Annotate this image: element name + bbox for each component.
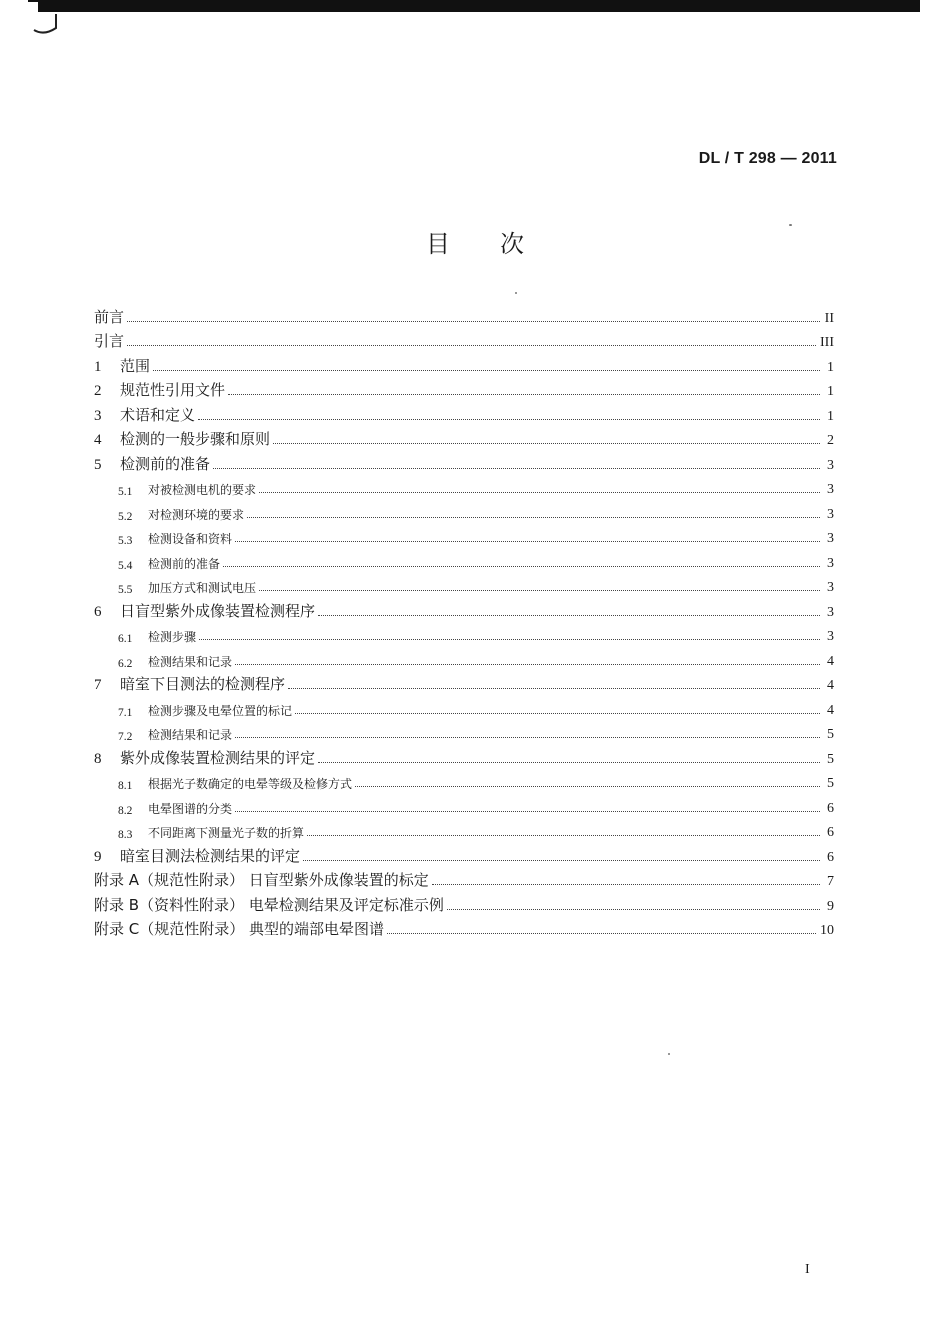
toc-entry-page: III: [820, 335, 834, 350]
toc-entry[interactable]: [94, 743, 834, 768]
toc-entry[interactable]: [94, 376, 834, 401]
toc-entry[interactable]: [94, 817, 834, 842]
toc-entry[interactable]: [94, 498, 834, 523]
toc-entry-page: 4: [827, 702, 834, 718]
toc-entry-number: 4: [94, 432, 102, 448]
toc-entry[interactable]: [94, 523, 834, 548]
toc-entry-label: 检测前的准备: [120, 454, 211, 473]
toc-entry-number: 1: [94, 358, 102, 375]
toc-entry-number: 5.2: [118, 510, 133, 523]
toc-entry-page: 5: [827, 727, 834, 742]
toc-leader-dots: [235, 811, 820, 812]
toc-entry-number: 8.1: [118, 780, 133, 792]
toc-entry-label: 检测结果和记录: [148, 728, 233, 742]
toc-leader-dots: [199, 639, 820, 640]
toc-entry-label: 不同距离下测量光子数的折算: [148, 826, 305, 840]
toc-entry[interactable]: [94, 866, 834, 891]
toc-entry-page: 3: [827, 555, 834, 571]
toc-entry-label: 检测设备和资料: [148, 532, 233, 546]
toc-entry-page: 4: [827, 678, 834, 693]
scan-artifact-icon: [32, 10, 62, 36]
toc-entry-number: 8.2: [118, 804, 133, 817]
toc-leader-dots: [447, 909, 820, 910]
toc-entry-number: 7: [94, 677, 102, 693]
toc-entry-number: 6: [94, 603, 102, 620]
toc-leader-dots: [127, 345, 816, 346]
toc-entry[interactable]: [94, 792, 834, 817]
toc-entry-number: 5: [94, 456, 102, 473]
toc-entry-page: 2: [827, 433, 834, 448]
toc-entry-page: II: [824, 310, 834, 326]
toc-entry-label: 检测结果和记录: [148, 654, 233, 669]
toc-entry[interactable]: [94, 915, 834, 940]
toc-entry[interactable]: [94, 425, 834, 450]
table-of-contents: [94, 302, 834, 939]
toc-leader-dots: [355, 786, 820, 787]
toc-entry[interactable]: [94, 596, 834, 621]
toc-entry-page: 3: [827, 531, 834, 546]
toc-leader-dots: [127, 321, 820, 322]
toc-entry-page: 1: [827, 359, 834, 375]
toc-entry-number: 8: [94, 750, 102, 767]
toc-entry-label: 附录 A（规范性附录） 日盲型紫外成像装置的标定: [94, 871, 429, 889]
toc-entry-page: 5: [827, 776, 834, 791]
toc-entry-page: 6: [827, 800, 834, 816]
page-number: I: [805, 1262, 810, 1277]
toc-leader-dots: [259, 590, 820, 591]
toc-entry-label: 引言: [94, 332, 125, 350]
toc-entry[interactable]: [94, 547, 834, 572]
toc-leader-dots: [318, 762, 820, 763]
toc-entry-page: 10: [820, 923, 834, 938]
scan-speck: [668, 1053, 670, 1055]
document-code: DL / T 298 — 2011: [698, 150, 837, 167]
toc-entry-number: 9: [94, 848, 102, 865]
toc-leader-dots: [295, 713, 820, 714]
toc-entry-label: 范围: [120, 356, 151, 375]
toc-leader-dots: [387, 933, 816, 934]
toc-entry-number: 5.5: [118, 584, 133, 596]
toc-entry-label: 检测步骤及电晕位置的标记: [148, 703, 293, 718]
toc-entry-number: 6.1: [118, 633, 133, 645]
toc-entry-label: 紫外成像装置检测结果的评定: [120, 748, 316, 767]
toc-leader-dots: [247, 517, 820, 518]
toc-leader-dots: [432, 884, 820, 885]
toc-entry[interactable]: [94, 694, 834, 719]
toc-entry[interactable]: [94, 400, 834, 425]
toc-entry[interactable]: [94, 351, 834, 376]
toc-entry-number: 7.2: [118, 731, 133, 743]
scan-edge-bar: [28, 0, 920, 12]
toc-entry-page: 6: [827, 849, 834, 865]
toc-entry-page: 7: [827, 874, 834, 889]
toc-entry-number: 3: [94, 407, 102, 424]
toc-leader-dots: [273, 443, 820, 444]
toc-entry-label: 对被检测电机的要求: [148, 483, 257, 497]
toc-entry-page: 9: [827, 898, 834, 914]
toc-entry-page: 3: [827, 482, 834, 497]
toc-entry-page: 3: [827, 506, 834, 522]
toc-entry[interactable]: [94, 768, 834, 793]
toc-entry-number: 8.3: [118, 829, 133, 841]
toc-entry-page: 4: [827, 653, 834, 669]
toc-entry-number: 2: [94, 383, 102, 399]
toc-leader-dots: [228, 394, 820, 395]
toc-entry-label: 暗室下目测法的检测程序: [120, 675, 286, 693]
scan-speck: [515, 292, 517, 294]
toc-entry[interactable]: [94, 572, 834, 597]
toc-entry-number: 5.4: [118, 559, 133, 572]
toc-entry[interactable]: [94, 890, 834, 915]
toc-entry[interactable]: [94, 474, 834, 499]
toc-entry[interactable]: [94, 670, 834, 695]
page-title: 目次: [426, 230, 574, 258]
toc-entry[interactable]: [94, 645, 834, 670]
toc-leader-dots: [259, 492, 820, 493]
toc-entry-label: 规范性引用文件: [120, 381, 226, 399]
toc-entry-label: 暗室目测法检测结果的评定: [120, 846, 301, 865]
toc-entry[interactable]: [94, 719, 834, 744]
toc-leader-dots: [303, 860, 820, 861]
toc-entry-label: 附录 B（资料性附录） 电晕检测结果及评定标准示例: [94, 895, 444, 914]
toc-entry[interactable]: [94, 449, 834, 474]
toc-leader-dots: [153, 370, 820, 371]
toc-entry-page: 3: [827, 604, 834, 620]
toc-leader-dots: [288, 688, 820, 689]
toc-entry-page: 3: [827, 580, 834, 595]
toc-entry-label: 检测的一般步骤和原则: [120, 430, 271, 448]
toc-entry-label: 检测前的准备: [148, 556, 221, 571]
toc-entry-label: 电晕图谱的分类: [148, 801, 233, 816]
toc-leader-dots: [318, 615, 820, 616]
toc-entry-label: 加压方式和测试电压: [148, 581, 257, 595]
toc-leader-dots: [235, 664, 820, 665]
scan-speck: [789, 224, 792, 226]
toc-entry[interactable]: [94, 327, 834, 352]
toc-leader-dots: [235, 737, 820, 738]
toc-leader-dots: [213, 468, 820, 469]
toc-leader-dots: [223, 566, 820, 567]
toc-entry-page: 1: [827, 384, 834, 399]
toc-entry-label: 根据光子数确定的电晕等级及检修方式: [148, 777, 353, 791]
toc-entry-page: 5: [827, 751, 834, 767]
toc-leader-dots: [198, 419, 820, 420]
toc-entry-page: 3: [827, 457, 834, 473]
toc-leader-dots: [307, 835, 820, 836]
toc-entry-label: 前言: [94, 307, 125, 326]
toc-entry-number: 5.1: [118, 486, 133, 498]
toc-entry-label: 检测步骤: [148, 630, 197, 644]
toc-entry-label: 附录 C（规范性附录） 典型的端部电晕图谱: [94, 920, 385, 938]
toc-entry-label: 日盲型紫外成像装置检测程序: [120, 601, 316, 620]
toc-entry-number: 6.2: [118, 657, 133, 670]
toc-entry-page: 6: [827, 825, 834, 840]
toc-entry-label: 术语和定义: [120, 405, 196, 424]
toc-entry-label: 对检测环境的要求: [148, 507, 245, 522]
toc-entry-number: 5.3: [118, 535, 133, 547]
toc-leader-dots: [235, 541, 820, 542]
toc-entry-page: 3: [827, 629, 834, 644]
toc-entry[interactable]: [94, 621, 834, 646]
toc-entry[interactable]: [94, 841, 834, 866]
toc-entry-page: 1: [827, 408, 834, 424]
toc-entry-number: 7.1: [118, 706, 133, 719]
toc-entry[interactable]: [94, 302, 834, 327]
